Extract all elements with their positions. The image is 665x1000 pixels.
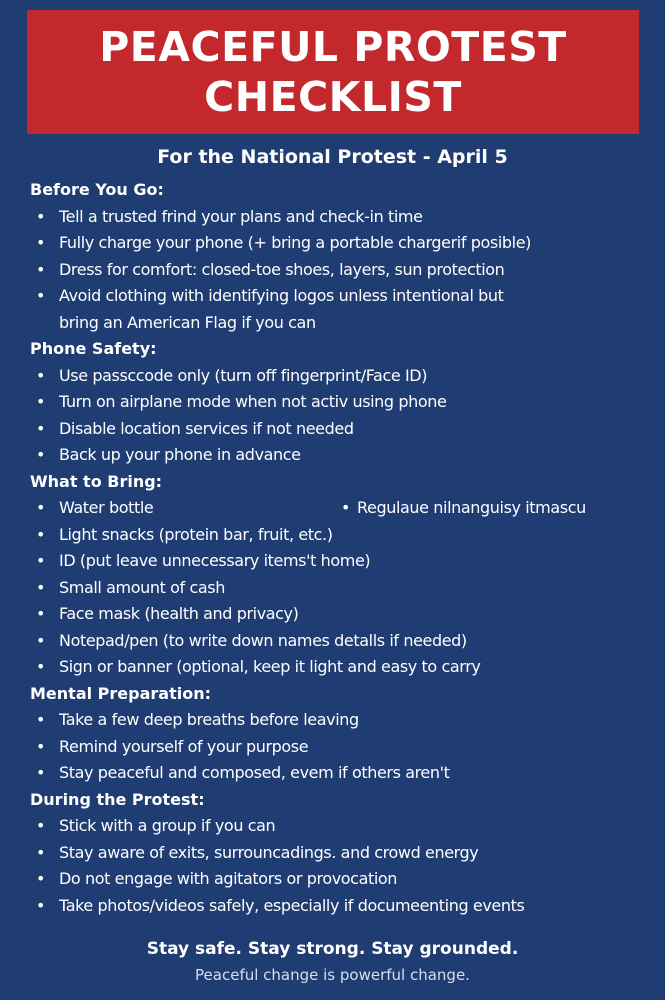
footer [0, 936, 665, 988]
section-mental-preparation [30, 681, 650, 787]
list-item: • Small amount of cash [30, 575, 650, 602]
section-heading: Before You Go: [30, 180, 164, 199]
section-heading: Phone Safety: [30, 339, 157, 358]
list-item: • Stick with a group if you can [30, 813, 650, 840]
list-item: • Use passccode only (turn off fingerprint/Face ID) [30, 363, 650, 390]
section-during-the-protest [30, 787, 650, 920]
section-phone-safety [30, 336, 650, 469]
list-item: • Face mask (health and privacy) [30, 601, 650, 628]
list-item: • Water bottle • Regulaue nilnanguisy itmascu [30, 495, 650, 522]
page-subtitle: For the National Protest - April 5 [157, 146, 508, 168]
section-heading: Mental Preparation: [30, 683, 211, 703]
list-item: • Take photos/videos safely, especially if documeenting events [30, 893, 650, 920]
list-item: • Light snacks (protein bar, fruit, etc.) [30, 522, 650, 549]
title-banner [27, 10, 639, 134]
list-item-continuation: bring an American Flag if you can [59, 312, 316, 332]
list-item: • Dress for comfort: closed-toe shoes, layers, sun protection [30, 257, 650, 284]
section-before-you-go [30, 177, 650, 336]
list-item: • Tell a trusted frind your plans and check-in time [30, 204, 650, 231]
list-item: • Remind yourself of your purpose [30, 734, 650, 761]
list-item: • Do not engage with agitators or provocation [30, 866, 650, 893]
list-item: • Turn on airplane mode when not activ using phone [30, 389, 650, 416]
page-title-line-1: PEACEFUL PROTEST [99, 23, 567, 71]
page-title-line-2: CHECKLIST [204, 73, 462, 121]
footer-tagline: Stay safe. Stay strong. Stay grounded. [146, 939, 519, 959]
list-item: • Stay aware of exits, surrouncadings. and crowd energy [30, 840, 650, 867]
section-what-to-bring [30, 469, 650, 681]
list-item: • Notepad/pen (to write down names detalls if needed) [30, 628, 650, 655]
footer-subtagline: Peaceful change is powerful change. [195, 966, 470, 984]
list-item: • Avoid clothing with identifying logos unless intentional but [30, 283, 650, 310]
list-item-side: • Regulaue nilnanguisy itmascu [341, 495, 586, 522]
list-item: • Take a few deep breaths before leaving [30, 707, 650, 734]
list-item: • Disable location services if not needed [30, 416, 650, 443]
checklist-content [30, 177, 650, 919]
list-item: • ID (put leave unnecessary items't home) [30, 548, 650, 575]
section-heading: During the Protest: [30, 789, 205, 809]
section-heading: What to Bring: [30, 471, 163, 491]
list-item: • Sign or banner (optional, keep it light and easy to carry [30, 654, 650, 681]
list-item: • Fully charge your phone (+ bring a portable chargerif posible) [30, 230, 650, 257]
list-item: • Stay peaceful and composed, evem if others aren't [30, 760, 650, 787]
list-item: • Back up your phone in advance [30, 442, 650, 469]
